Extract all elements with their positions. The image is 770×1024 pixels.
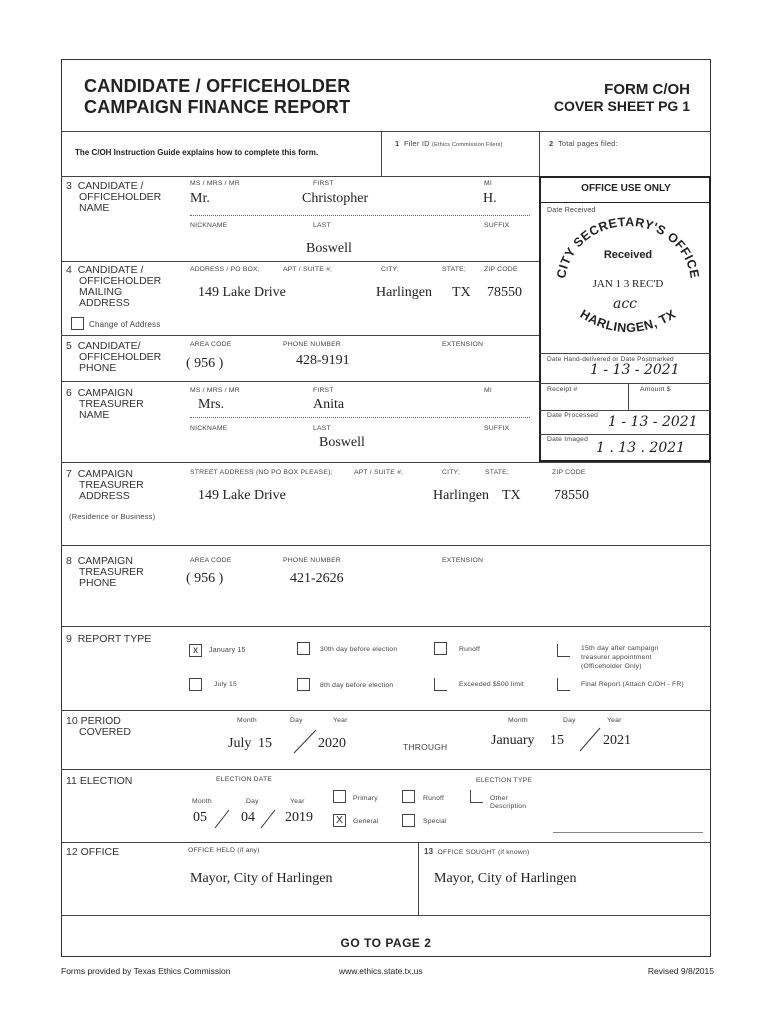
zip-label: ZIP CODE xyxy=(484,266,518,273)
office-sought-label: 13 OFFICE SOUGHT (if known) xyxy=(424,847,530,856)
to-year[interactable]: 2021 xyxy=(603,733,631,748)
treasurer-nickname-label: NICKNAME xyxy=(190,425,228,432)
july-15-checkbox[interactable] xyxy=(189,678,202,691)
runoff-election-checkbox[interactable] xyxy=(402,790,415,803)
address-label: ADDRESS / PO BOX; xyxy=(190,266,260,273)
section-5-label: 5 CANDIDATE/ OFFICEHOLDER PHONE xyxy=(66,340,162,374)
stamp-received-text: Received xyxy=(603,249,653,261)
office-held[interactable]: Mayor, City of Harlingen xyxy=(190,871,333,886)
treasurer-address[interactable]: 149 Lake Drive xyxy=(198,488,286,503)
primary-label: Primary xyxy=(353,795,378,802)
candidate-city[interactable]: Harlingen xyxy=(376,285,432,300)
treasurer-state-label: STATE; xyxy=(485,469,509,476)
from-year-label: Year xyxy=(333,717,348,724)
election-month[interactable]: 05 xyxy=(193,810,207,825)
30th-day-checkbox[interactable] xyxy=(297,642,310,655)
exceeded-limit-label: Exceeded $500 limit xyxy=(459,681,525,688)
runoff-election-label: Runoff xyxy=(423,795,445,802)
election-month-label: Month xyxy=(192,798,212,805)
section-4-label: 4 CANDIDATE / OFFICEHOLDER MAILING ADDRESS xyxy=(66,264,162,309)
section-8-label: 8 CAMPAIGN TREASURER PHONE xyxy=(66,555,144,589)
other-election-label: Other Description xyxy=(490,795,527,810)
total-pages-field[interactable]: 2 Total pages filed: xyxy=(549,139,618,148)
office-held-label: OFFICE HELD (if any) xyxy=(188,847,260,854)
form-title xyxy=(84,76,350,118)
title-line-1: CANDIDATE / OFFICEHOLDER xyxy=(84,76,351,96)
section-6-label: 6 CAMPAIGN TREASURER NAME xyxy=(66,387,144,421)
date-separator xyxy=(290,728,320,756)
hand-delivered-label: Date Hand-delivered or Date Postmarked xyxy=(547,356,674,363)
election-year[interactable]: 2019 xyxy=(285,810,313,825)
received-stamp xyxy=(553,212,703,347)
section-3-label: 3 CANDIDATE / OFFICEHOLDER NAME xyxy=(66,180,162,214)
runoff-report-label: Runoff xyxy=(459,646,481,653)
treasurer-city-label: CITY; xyxy=(442,469,460,476)
prefix-label: MS / MRS / MR xyxy=(190,180,240,187)
treasurer-apt-label: APT / SUITE #; xyxy=(354,469,404,476)
election-date-label: ELECTION DATE xyxy=(216,776,273,783)
treasurer-mi-label: MI xyxy=(484,387,492,394)
to-year-label: Year xyxy=(607,717,622,724)
election-type-label: ELECTION TYPE xyxy=(476,777,533,784)
treasurer-first-name[interactable]: Anita xyxy=(313,397,345,412)
treasurer-area-code-label: AREA CODE xyxy=(190,557,232,564)
footer-url[interactable]: www.ethics.state.tx.us xyxy=(339,966,423,976)
section-12-label: 12 OFFICE xyxy=(66,846,120,858)
treasurer-zip[interactable]: 78550 xyxy=(554,488,589,503)
candidate-state[interactable]: TX xyxy=(452,285,471,300)
last-label: LAST xyxy=(313,222,331,229)
through-label: THROUGH xyxy=(403,742,448,752)
election-date-separator-1 xyxy=(212,808,232,830)
election-day[interactable]: 04 xyxy=(241,810,255,825)
general-checkbox[interactable]: X xyxy=(333,814,346,827)
processed-label: Date Processed xyxy=(547,412,599,419)
office-use-title: OFFICE USE ONLY xyxy=(581,183,671,194)
treasurer-phone-label: PHONE NUMBER xyxy=(283,557,341,564)
from-day[interactable]: 15 xyxy=(258,736,272,751)
from-month-label: Month xyxy=(237,717,257,724)
change-of-address-label: Change of Address xyxy=(89,320,161,329)
treasurer-first-label: FIRST xyxy=(313,387,334,394)
phone-number-label: PHONE NUMBER xyxy=(283,341,341,348)
candidate-phone[interactable]: 428-9191 xyxy=(296,353,350,368)
election-year-label: Year xyxy=(290,798,305,805)
treasurer-phone[interactable]: 421-2626 xyxy=(290,571,344,586)
first-label: FIRST xyxy=(313,180,334,187)
receipt-label: Receipt # xyxy=(547,386,578,393)
date-separator-2 xyxy=(576,726,604,754)
exceeded-limit-checkbox[interactable] xyxy=(434,678,447,691)
other-election-checkbox[interactable] xyxy=(470,790,483,803)
area-code-label: AREA CODE xyxy=(190,341,232,348)
treasurer-prefix-label: MS / MRS / MR xyxy=(190,387,240,394)
from-day-label: Day xyxy=(290,717,303,724)
residence-note: (Residence or Business) xyxy=(69,512,156,521)
city-label: CITY; xyxy=(381,266,399,273)
treasurer-state[interactable]: TX xyxy=(502,488,521,503)
candidate-first-name[interactable]: Christopher xyxy=(302,191,369,206)
to-day-label: Day xyxy=(563,717,576,724)
go-to-page-2[interactable]: GO TO PAGE 2 xyxy=(340,936,432,950)
filer-id-field[interactable]: 1 Filer ID (Ethics Commission Filers) xyxy=(395,139,503,148)
suffix-label: SUFFIX xyxy=(484,222,510,229)
treasurer-zip-label: ZIP CODE xyxy=(552,469,586,476)
from-month[interactable]: July xyxy=(228,736,252,751)
stamp-top-text: CITY SECRETARY'S OFFICE xyxy=(554,214,702,280)
treasurer-prefix[interactable]: Mrs. xyxy=(198,397,225,412)
treasurer-last-label: LAST xyxy=(313,425,331,432)
election-date-separator-2 xyxy=(258,808,278,830)
change-of-address-checkbox[interactable] xyxy=(71,317,84,330)
primary-checkbox[interactable] xyxy=(333,790,346,803)
mi-label: MI xyxy=(484,180,492,187)
final-report-label: Final Report (Attach C/OH - FR) xyxy=(581,681,684,688)
section-11-label: 11 ELECTION xyxy=(66,775,133,787)
candidate-middle-initial[interactable]: H. xyxy=(483,191,497,206)
general-label: General xyxy=(353,818,379,825)
candidate-prefix[interactable]: Mr. xyxy=(190,191,210,206)
apt-label: APT / SUITE #; xyxy=(283,266,333,273)
date-received-label: Date Received xyxy=(547,207,596,214)
election-day-label: Day xyxy=(246,798,259,805)
january-15-checkbox[interactable]: x xyxy=(189,644,202,657)
july-15-label: July 15 xyxy=(214,681,237,688)
imaged-date: 1 . 13 . 2021 xyxy=(596,440,686,456)
stamp-initials: acc xyxy=(612,296,638,312)
january-15-label: January 15 xyxy=(209,647,246,654)
cover-sheet-label: COVER SHEET PG 1 xyxy=(553,98,690,114)
30th-day-label: 30th day before election xyxy=(320,646,398,653)
to-day[interactable]: 15 xyxy=(550,733,564,748)
from-year[interactable]: 2020 xyxy=(318,736,346,751)
instructions-note: The C/OH Instruction Guide explains how to complete this form. xyxy=(75,148,319,157)
special-label: Special xyxy=(423,818,447,825)
runoff-report-checkbox[interactable] xyxy=(434,642,447,655)
footer-revised: Revised 9/8/2015 xyxy=(647,966,714,976)
state-label: STATE; xyxy=(442,266,466,273)
nickname-label: NICKNAME xyxy=(190,222,228,229)
section-10-label: 10 PERIOD COVERED xyxy=(66,715,131,738)
amount-label: Amount $ xyxy=(640,386,671,393)
15th-day-label: 15th day after campaign treasurer appointment (Officeholder Only) xyxy=(581,645,659,670)
imaged-label: Date Imaged xyxy=(547,436,589,443)
processed-date: 1 - 13 - 2021 xyxy=(608,414,698,430)
treasurer-city[interactable]: Harlingen xyxy=(433,488,489,503)
title-line-2: CAMPAIGN FINANCE REPORT xyxy=(84,97,351,117)
footer-provided-by: Forms provided by Texas Ethics Commission xyxy=(61,966,231,976)
section-7-label: 7 CAMPAIGN TREASURER ADDRESS xyxy=(66,468,144,502)
treasurer-suffix-label: SUFFIX xyxy=(484,425,510,432)
final-report-checkbox[interactable] xyxy=(557,678,570,691)
office-sought[interactable]: Mayor, City of Harlingen xyxy=(434,871,577,886)
candidate-address[interactable]: 149 Lake Drive xyxy=(198,285,286,300)
treasurer-extension-label: EXTENSION xyxy=(442,557,484,564)
candidate-last-name[interactable]: Boswell xyxy=(306,241,352,256)
to-month[interactable]: January xyxy=(491,733,535,748)
special-checkbox[interactable] xyxy=(402,814,415,827)
candidate-area-code[interactable]: ( 956 ) xyxy=(186,356,224,371)
treasurer-last-name[interactable]: Boswell xyxy=(319,435,365,450)
extension-label: EXTENSION xyxy=(442,341,484,348)
street-label: STREET ADDRESS (NO PO BOX PLEASE); xyxy=(190,469,333,476)
15th-day-checkbox[interactable] xyxy=(557,644,570,657)
8th-day-label: 8th day before election xyxy=(320,682,394,689)
treasurer-area-code[interactable]: ( 956 ) xyxy=(186,571,224,586)
stamp-bottom-text: HARLINGEN, TX xyxy=(577,306,679,336)
stamp-date-text: JAN 1 3 REC'D xyxy=(592,278,664,290)
to-month-label: Month xyxy=(508,717,528,724)
section-9-label: 9 REPORT TYPE xyxy=(66,633,152,645)
8th-day-checkbox[interactable] xyxy=(297,678,310,691)
form-id: FORM C/OH xyxy=(604,81,690,98)
hand-delivered-date: 1 - 13 - 2021 xyxy=(590,362,680,378)
candidate-zip[interactable]: 78550 xyxy=(487,285,522,300)
